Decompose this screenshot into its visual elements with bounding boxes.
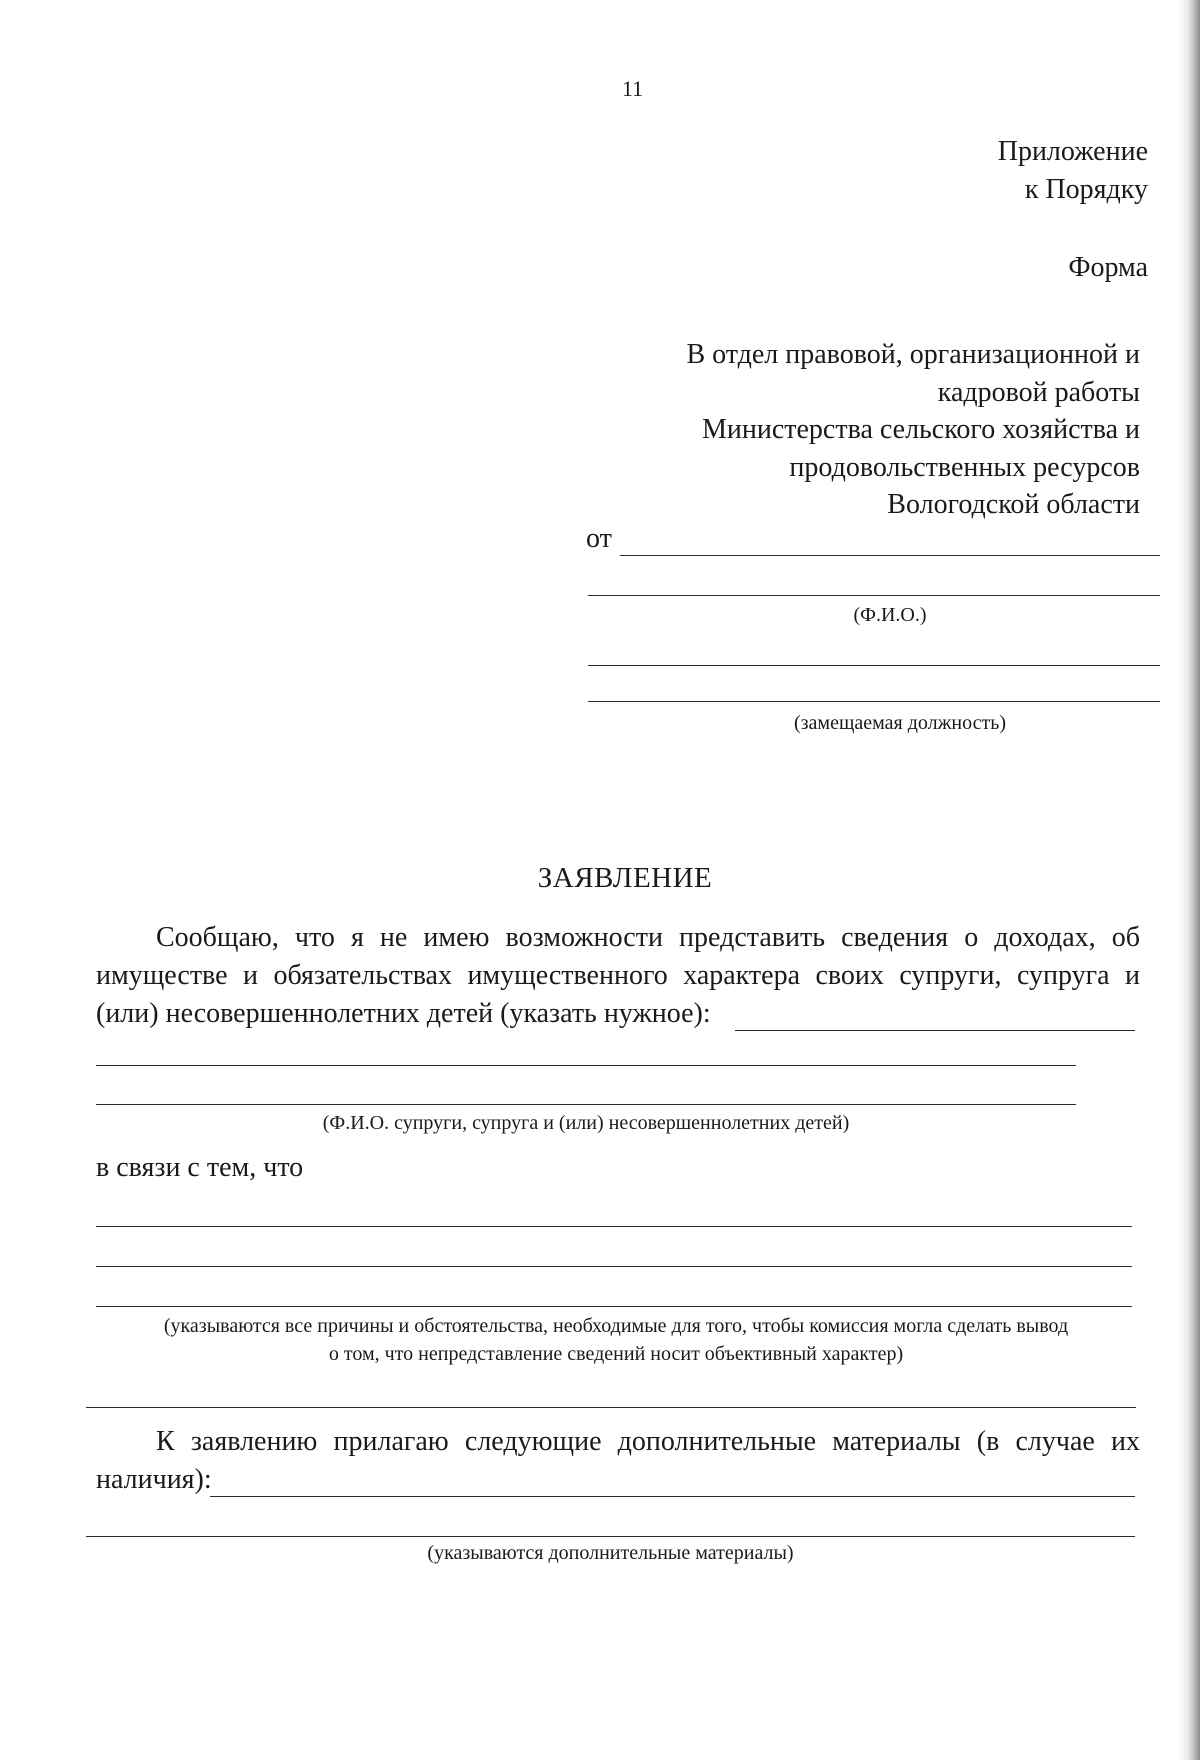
addressee-line: Министерства сельского хозяйства и — [701, 414, 1140, 445]
from-label: от — [586, 523, 612, 554]
materials-caption: (указываются дополнительные материалы) — [427, 1542, 794, 1564]
reason-line-4[interactable] — [86, 1407, 1136, 1408]
form-label: Форма — [1068, 252, 1148, 283]
reason-label: в связи с тем, что — [96, 1152, 304, 1183]
family-line-1[interactable] — [96, 1065, 1076, 1066]
reason-line-1[interactable] — [96, 1226, 1132, 1227]
attachment-line-1: Приложение — [997, 136, 1148, 167]
attachment-line-2: к Порядку — [1024, 174, 1148, 205]
fio-line-1[interactable] — [620, 555, 1160, 556]
family-inline-line[interactable] — [735, 1030, 1135, 1031]
reason-caption-line-2: о том, что непредставление сведений носит объективный характер) — [328, 1343, 904, 1365]
materials-paragraph-line-1: К заявлению прилагаю следующие дополнительные материалы (в случае их — [156, 1426, 1140, 1457]
addressee-line: В отдел правовой, организационной и — [686, 339, 1140, 370]
materials-paragraph-line-2: наличия): — [96, 1464, 212, 1495]
materials-inline-line[interactable] — [210, 1496, 1135, 1497]
addressee-line: продовольственных ресурсов — [789, 451, 1140, 483]
page-number: 11 — [622, 76, 644, 101]
statement-paragraph-line-3: (или) несовершеннолетних детей (указать нужное): — [96, 998, 711, 1029]
position-line-2[interactable] — [588, 701, 1160, 702]
statement-paragraph-line-1: Сообщаю, что я не имею возможности представить сведения о доходах, об — [156, 922, 1140, 953]
reason-caption-line-1: (указываются все причины и обстоятельства, необходимые для того, чтобы комиссия могла сделать вывод — [163, 1315, 1069, 1337]
family-line-2[interactable] — [96, 1104, 1076, 1105]
fio-line-2[interactable] — [588, 595, 1160, 596]
statement-paragraph-line-2: имуществе и обязательствах имущественного характера своих супруги, супруга и — [96, 960, 1140, 991]
fio-caption: (Ф.И.О.) — [853, 604, 927, 626]
addressee-line: кадровой работы — [937, 376, 1140, 408]
addressee-block — [686, 336, 1140, 524]
addressee-line: Вологодской области — [887, 489, 1140, 520]
family-caption: (Ф.И.О. супруги, супруга и (или) несовершеннолетних детей) — [322, 1112, 850, 1134]
position-line-1[interactable] — [588, 665, 1160, 666]
reason-line-3[interactable] — [96, 1306, 1132, 1307]
position-caption: (замещаемая должность) — [793, 712, 1007, 734]
materials-line-2[interactable] — [86, 1536, 1135, 1537]
reason-line-2[interactable] — [96, 1266, 1132, 1267]
document-title: ЗАЯВЛЕНИЕ — [537, 862, 713, 894]
